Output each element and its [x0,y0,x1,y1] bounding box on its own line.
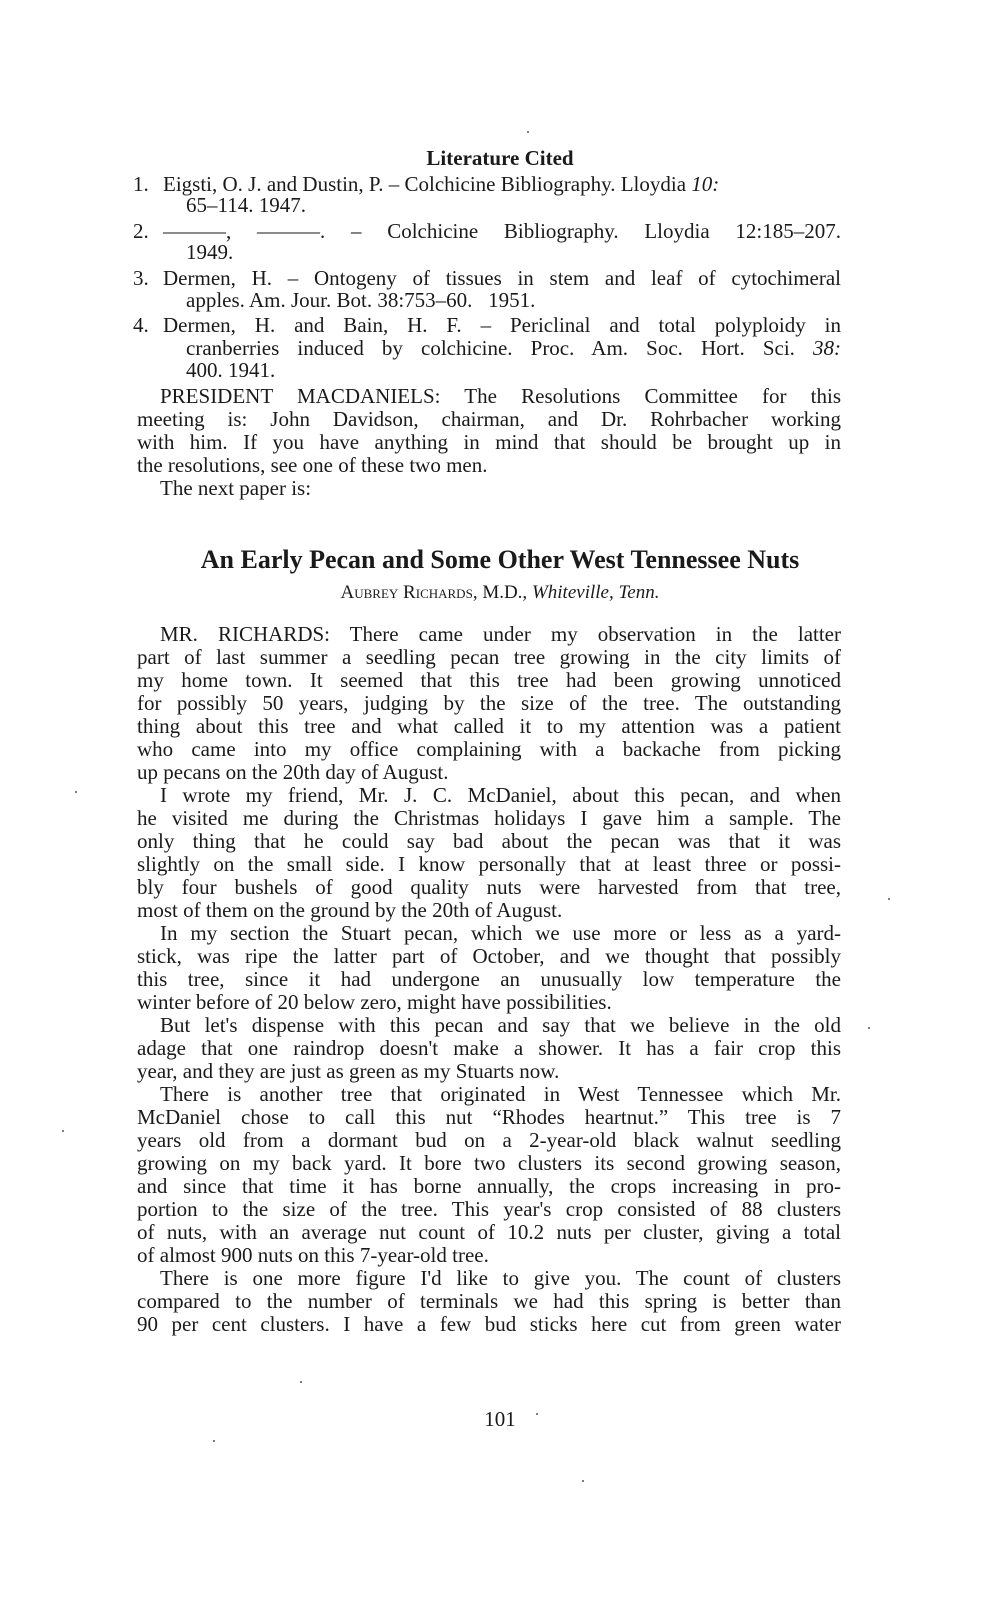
paragraph-line: part of last summer a seedling pecan tree growing in the city limits of [137,645,841,669]
reference-text: Eigsti, O. J. and Dustin, P. – Colchicine Bibliography. Lloydia [163,172,692,196]
author-location: Whiteville, Tenn. [531,582,660,603]
remarks-line: PRESIDENT MACDANIELS: The Resolutions Committee for this [160,384,841,408]
paragraph-line: 90 per cent clusters. I have a few bud sticks here cut from green water [137,1312,841,1336]
paragraph-line: he visited me during the Christmas holidays I gave him a sample. The [137,806,841,830]
paragraph-line: year, and they are just as green as my Stuarts now. [137,1059,560,1083]
paragraph-line: of nuts, with an average nut count of 10.2 nuts per cluster, giving a total [137,1220,841,1244]
author-suffix: , M.D., [472,582,532,603]
paragraph-line: In my section the Stuart pecan, which we use more or less as a yard- [160,921,841,945]
reference-volume: 10: [691,172,720,196]
reference-line: 400. 1941. [186,358,276,382]
remarks-line: with him. If you have anything in mind that should be brought up in [137,430,841,454]
paragraph-line: winter before of 20 below zero, might have possibilities. [137,990,612,1014]
reference-number: 4. [133,313,149,337]
reference-number: 2. [133,219,149,243]
author-name: Aubrey Richards [340,582,473,603]
reference-line: Dermen, H. and Bain, H. F. – Periclinal and total polyploidy in [163,313,841,337]
paragraph-line: But let's dispense with this pecan and say that we believe in the old [160,1013,841,1037]
reference-line: Dermen, H. – Ontogeny of tissues in stem and leaf of cytochimeral [163,266,841,290]
article-byline [0,582,1000,604]
scan-speck [213,1440,215,1442]
scan-speck [582,1480,584,1482]
reference-number: 3. [133,266,149,290]
paragraph-line: of almost 900 nuts on this 7-year-old tree. [137,1243,489,1267]
page-number: 101 [484,1407,516,1431]
paragraph-line: adage that one raindrop doesn't make a shower. It has a fair crop this [137,1036,841,1060]
reference-line: 65–114. 1947. [186,193,306,217]
paragraph-line: my home town. It seemed that this tree had been growing unnoticed [137,668,841,692]
paragraph-line: for possibly 50 years, judging by the size of the tree. The outstanding [137,691,841,715]
paragraph-line: most of them on the ground by the 20th of August. [137,898,563,922]
paragraph-line: and since that time it has borne annually, the crops increasing in pro- [137,1174,841,1198]
reference-line: 1949. [186,240,234,264]
paragraph-line: up pecans on the 20th day of August. [137,760,449,784]
paragraph-line: McDaniel chose to call this nut “Rhodes heartnut.” This tree is 7 [137,1105,841,1129]
paragraph-line: stick, was ripe the latter part of October, and we thought that possibly [137,944,841,968]
paragraph-line: slightly on the small side. I know personally that at least three or possi- [137,852,841,876]
paragraph-line: There is another tree that originated in West Tennessee which Mr. [160,1082,841,1106]
literature-cited-heading: Literature Cited [426,146,574,170]
paragraph-line: bly four bushels of good quality nuts were harvested from that tree, [137,875,841,899]
reference-line: apples. Am. Jour. Bot. 38:753–60. 1951. [186,288,536,312]
paragraph-line: thing about this tree and what called it to my attention was a patient [137,714,841,738]
scan-speck [888,898,890,900]
paragraph-line: years old from a dormant bud on a 2-year-old black walnut seedling [137,1128,841,1152]
reference-line: ———, ———. – Colchicine Bibliography. Lloydia 12:185–207. [163,219,841,243]
paragraph-line: There is one more figure I'd like to give you. The count of clusters [160,1266,841,1290]
scan-speck [62,1130,64,1132]
paragraph-line: portion to the size of the tree. This year's crop consisted of 88 clusters [137,1197,841,1221]
scan-speck [300,1381,302,1383]
scan-speck [536,1413,538,1415]
paragraph-line: compared to the number of terminals we had this spring is better than [137,1289,841,1313]
paragraph-line: who came into my office complaining with a backache from picking [137,737,841,761]
paragraph-line: growing on my back yard. It bore two clusters its second growing season, [137,1151,841,1175]
remarks-line: the resolutions, see one of these two men. [137,453,488,477]
paragraph-line: only thing that he could say bad about the pecan was that it was [137,829,841,853]
paragraph-line: I wrote my friend, Mr. J. C. McDaniel, about this pecan, and when [160,783,841,807]
remarks-line: meeting is: John Davidson, chairman, and Dr. Rohrbacher working [137,407,841,431]
article-title: An Early Pecan and Some Other West Tennessee Nuts [200,545,800,574]
reference-volume: 38: [813,336,841,360]
reference-number: 1. [133,172,149,196]
scan-speck [527,131,529,133]
next-paper-line: The next paper is: [160,476,312,500]
paragraph-line: MR. RICHARDS: There came under my observation in the latter [160,622,841,646]
reference-line [186,336,841,360]
scan-speck [75,791,77,793]
reference-text: cranberries induced by colchicine. Proc. Am. Soc. Hort. Sci. [186,336,813,360]
scan-speck [868,1027,870,1029]
paragraph-line: this tree, since it had undergone an unusually low temperature the [137,967,841,991]
